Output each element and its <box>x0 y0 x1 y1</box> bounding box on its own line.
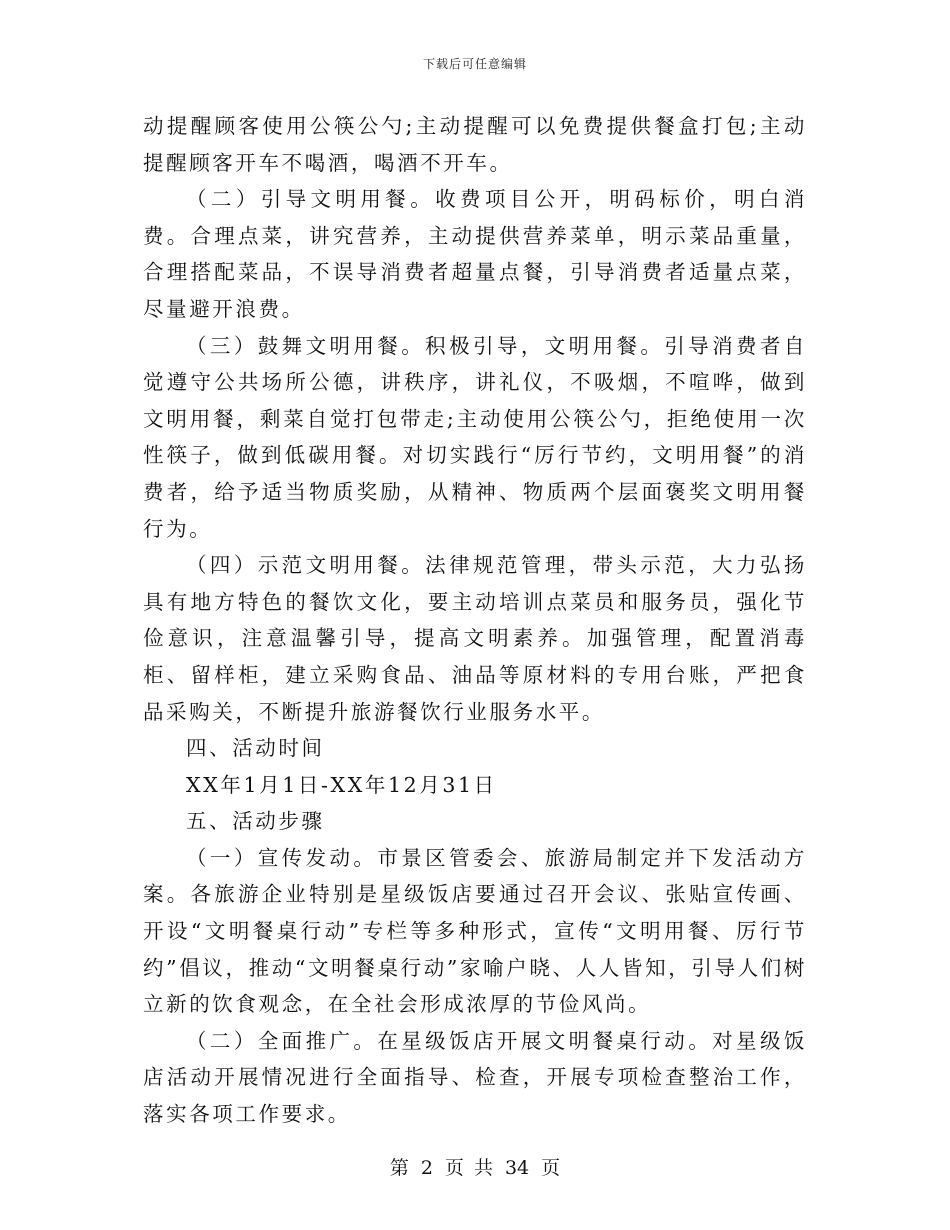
section-heading-activity-steps: 五、活动步骤 <box>186 809 325 834</box>
document-body <box>143 108 807 1133</box>
paragraph-full-promotion: （二）全面推广。在星级饭店开展文明餐桌行动。对星级饭店活动开展情况进行全面指导、检查，开展专项检查整治工作，落实各项工作要求。 <box>143 1028 807 1127</box>
paragraph-demonstrate-civilized-dining: （四）示范文明用餐。法律规范管理，带头示范，大力弘扬具有地方特色的餐饮文化，要主动培训点菜员和服务员，强化节俭意识，注意温馨引导，提高文明素养。加强管理，配置消毒柜、留样柜，建立采购食品、油品等原材料的专用台账，严把食品采购关，不断提升旅游餐饮行业服务水平。 <box>143 553 807 724</box>
section-heading-activity-time: 四、活动时间 <box>186 736 325 761</box>
paragraph-encourage-civilized-dining: （三）鼓舞文明用餐。积极引导，文明用餐。引导消费者自觉遵守公共场所公德，讲秩序，讲礼仪，不吸烟，不喧哗，做到文明用餐，剩菜自觉打包带走;主动使用公筷公勺，拒绝使用一次性筷子，做到低碳用餐。对切实践行“厉行节约，文明用餐”的消费者，给予适当物质奖励，从精神、物质两个层面褒奖文明用餐行为。 <box>143 333 807 541</box>
activity-date-range: XX年1月1日-XX年12月31日 <box>186 772 497 797</box>
paragraph-publicity-mobilization: （一）宣传发动。市景区管委会、旅游局制定并下发活动方案。各旅游企业特别是星级饭店要通过召开会议、张贴宣传画、开设“文明餐桌行动”专栏等多种形式，宣传“文明用餐、厉行节约”倡议，推动“文明餐桌行动”家喻户晓、人人皆知，引导人们树立新的饮食观念，在全社会形成浓厚的节俭风尚。 <box>143 845 807 1017</box>
footer-prefix: 第 <box>389 1157 409 1179</box>
footer-suffix: 页 <box>541 1157 561 1179</box>
paragraph-guide-civilized-dining: （二）引导文明用餐。收费项目公开，明码标价，明白消费。合理点菜，讲究营养，主动提供营养菜单，明示菜品重量，合理搭配菜品，不误导消费者超量点餐，引导消费者适量点菜，尽量避开浪费。 <box>143 187 807 321</box>
footer-current-page: 2 <box>420 1157 433 1179</box>
paragraph-continuation: 动提醒顾客使用公筷公勺;主动提醒可以免费提供餐盒打包;主动提醒顾客开车不喝酒，喝酒不开车。 <box>143 114 807 175</box>
footer-middle: 页 共 <box>444 1157 493 1179</box>
header-note: 下载后可任意编辑 <box>422 57 527 71</box>
page-number-footer <box>0 1153 950 1180</box>
footer-total-pages: 34 <box>504 1157 530 1179</box>
